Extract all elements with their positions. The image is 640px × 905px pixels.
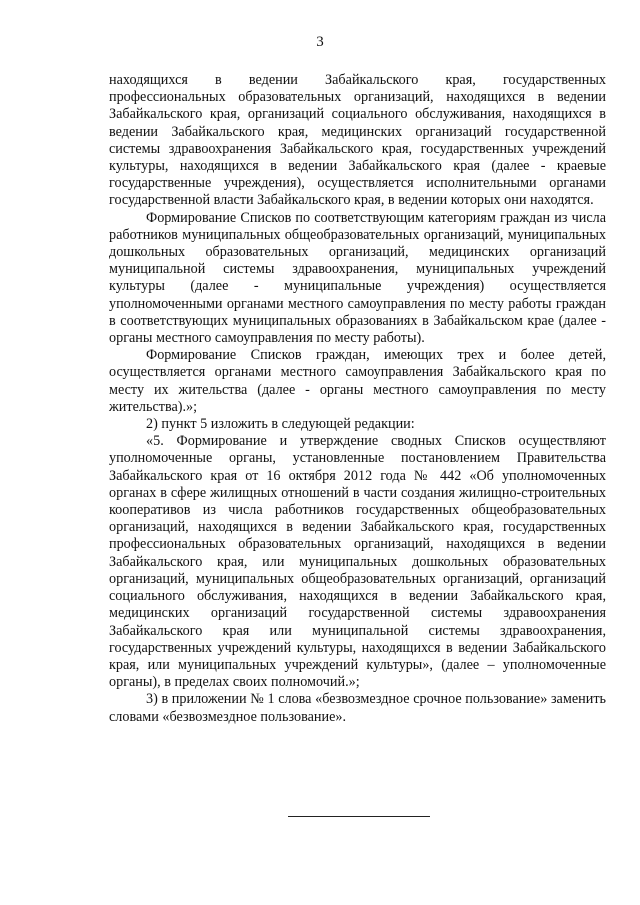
- paragraph-item-3: 3) в приложении № 1 слова «безвозмездное срочное пользование» заменить словами «безвозмездное пользование».: [109, 691, 606, 725]
- end-divider: [288, 816, 430, 817]
- paragraph-item-2: 2) пункт 5 изложить в следующей редакции:: [146, 416, 415, 433]
- paragraph-continuation: находящихся в ведении Забайкальского края, государственных профессиональных образовательных организаций, находящихся в ведении Забайкальского края, организаций социального обслуживания, находящихся в ведении Забайкальского края, медицинских организаций государственной системы здравоохранения Забайкальского края, государственных учреждений культуры, находящихся в ведении Забайкальского края (далее - краевые государственные учреждения), осуществляется исполнительными органами государственной власти Забайкальского края, в ведении которых они находятся.: [109, 72, 606, 209]
- page-number: 3: [316, 34, 324, 50]
- paragraph-clause-5: «5. Формирование и утверждение сводных Списков осуществляют уполномоченные органы, установленные постановлением Правительства Забайкальского края от 16 октября 2012 года № 442 «Об уполномоченных органах в сфере жилищных отношений в части создания жилищно-строительных кооперативов из числа работников государственных общеобразовательных организаций, находящихся в ведении Забайкальского края, государственных профессиональных образовательных организаций, находящихся в ведении Забайкальского края, или муниципальных дошкольных образовательных организаций, муниципальных общеобразовательных организаций, организаций социального обслуживания, находящихся в ведении Забайкальского края, медицинских организаций государственной системы здравоохранения Забайкальского края или муниципальной системы здравоохранения, государственных учреждений культуры, находящихся в ведении Забайкальского края, или муниципальных учреждений культуры», (далее – уполномоченные органы), в пределах своих полномочий.»;: [109, 433, 606, 691]
- paragraph-municipal-lists: Формирование Списков по соответствующим категориям граждан из числа работников муниципальных общеобразовательных организаций, муниципальных дошкольных образовательных организаций, медицинских организаций муниципальной системы здравоохранения, муниципальных учреждений культуры (далее - муниципальные учреждения) осуществляется уполномоченными органами местного самоуправления по месту работы граждан в соответствующих муниципальных образованиях в Забайкальском крае (далее - органы местного самоуправления по месту работы).: [109, 209, 606, 347]
- document-body: [109, 72, 606, 726]
- paragraph-large-families: Формирование Списков граждан, имеющих трех и более детей, осуществляется органами местного самоуправления Забайкальского края по месту их жительства (далее - органы местного самоуправления по месту жительства).»;: [109, 347, 606, 415]
